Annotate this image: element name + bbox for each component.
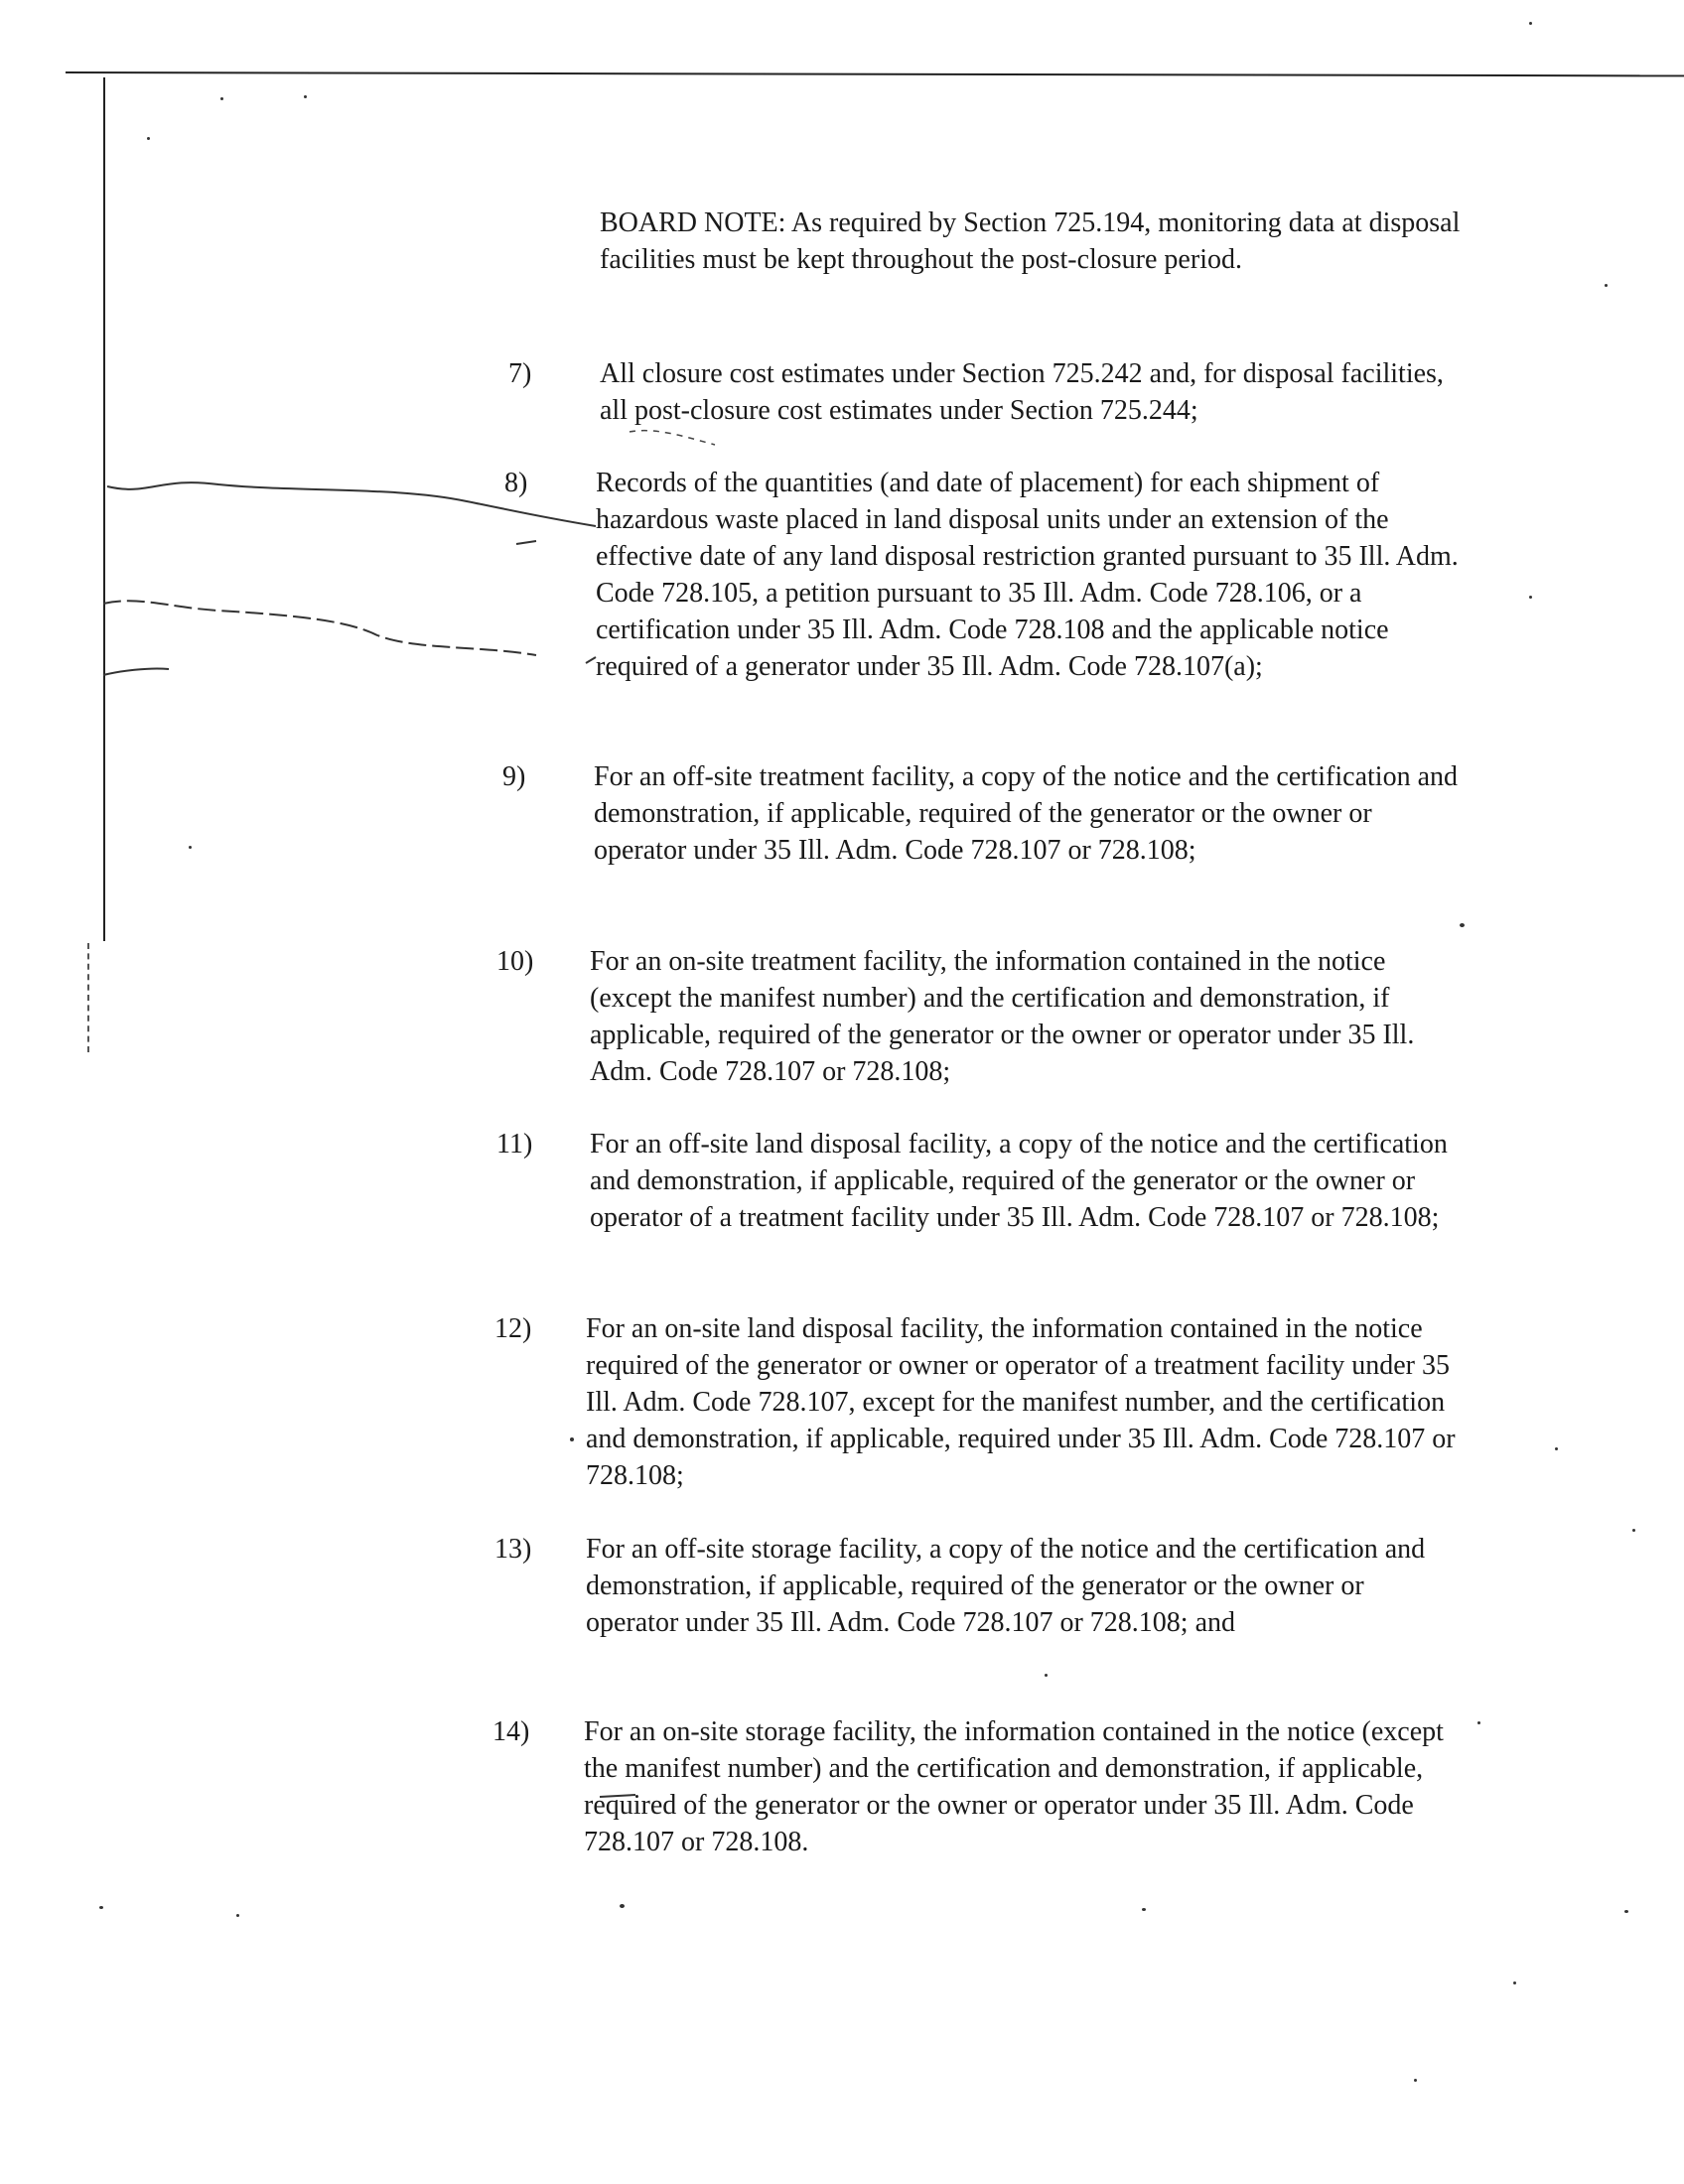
item-text: Records of the quantities (and date of placement) for each shipment of hazardous waste placed in land disposal units under an extension of the effective date of any land disposal restriction granted pursuant to 35 Ill. Adm. Code 728.105, a petition pursuant to 35 Ill. Adm. Code 728.106, or a certification under 35 Ill. Adm. Code 728.108 and the applicable notice required of a generator under 35 Ill. Adm. Code 728.107(a); bbox=[596, 468, 1459, 682]
board-note: BOARD NOTE: As required by Section 725.194, monitoring data at disposal facilities must be kept throughout the post-closure period. bbox=[600, 207, 1461, 275]
scan-speck bbox=[304, 95, 307, 98]
scan-speck bbox=[1414, 2079, 1417, 2082]
scan-speck bbox=[620, 1904, 625, 1908]
scan-speck bbox=[1513, 1981, 1516, 1984]
item-number: 8) bbox=[504, 468, 528, 498]
scan-speck bbox=[147, 137, 150, 140]
scan-speck bbox=[189, 846, 192, 849]
item-text: All closure cost estimates under Section 725.242 and, for disposal facilities, all post-closure cost estimates under Section 725.244; bbox=[600, 358, 1444, 426]
item-text: For an off-site storage facility, a copy of the notice and the certification and demonstration, if applicable, required of the generator or the owner or operator under 35 Ill. Adm. Code 728.107 or 728.108; and bbox=[586, 1534, 1426, 1638]
item-text: For an on-site treatment facility, the information contained in the notice (except the manifest number) and the certification and demonstration, if applicable, required of the generator or the owner or operator under 35 Ill. Adm. Code 728.107 or 728.108; bbox=[590, 946, 1415, 1087]
scan-speck bbox=[99, 1906, 103, 1909]
item-text: For an on-site storage facility, the information contained in the notice (except the manifest number) and the certification and demonstration, if applicable, required of the generator or the owner or operator under 35 Ill. Adm. Code 728.107 or 728.108. bbox=[584, 1716, 1444, 1857]
item-number: 13) bbox=[494, 1534, 532, 1565]
scan-speck bbox=[1529, 596, 1532, 599]
scan-speck bbox=[1045, 1674, 1048, 1677]
item-number: 9) bbox=[502, 761, 526, 792]
scan-speck bbox=[570, 1437, 574, 1441]
item-text: For an off-site treatment facility, a copy of the notice and the certification and demonstration, if applicable, required of the generator or the owner or operator under 35 Ill. Adm. Code 728.107 or 728.108; bbox=[594, 761, 1458, 866]
item-number: 14) bbox=[492, 1716, 530, 1747]
item-number: 7) bbox=[508, 358, 532, 389]
item-number: 12) bbox=[494, 1313, 532, 1344]
scan-speck bbox=[1605, 284, 1608, 287]
scan-speck bbox=[1624, 1910, 1628, 1913]
scan-speck bbox=[1477, 1721, 1480, 1724]
scan-speck bbox=[1142, 1908, 1146, 1911]
scan-speck bbox=[220, 97, 223, 100]
item-text: For an off-site land disposal facility, a copy of the notice and the certification and demonstration, if applicable, required of the generator or the owner or operator of a treatment facility under 35 Ill. Adm. Code 728.107 or 728.108; bbox=[590, 1129, 1448, 1233]
scan-speck bbox=[1632, 1529, 1635, 1532]
scan-speck bbox=[236, 1914, 239, 1917]
item-number: 11) bbox=[496, 1129, 533, 1160]
scan-speck bbox=[1460, 923, 1465, 927]
item-number: 10) bbox=[496, 946, 534, 977]
scan-speck bbox=[1529, 22, 1532, 25]
item-text: For an on-site land disposal facility, the information contained in the notice required of the generator or owner or operator of a treatment facility under 35 Ill. Adm. Code 728.107, except for the manifest number, and the certification and demonstration, if applicable, required under 35 Ill. Adm. Code 728.107 or 728.108; bbox=[586, 1313, 1456, 1491]
scan-speck bbox=[1555, 1447, 1558, 1450]
